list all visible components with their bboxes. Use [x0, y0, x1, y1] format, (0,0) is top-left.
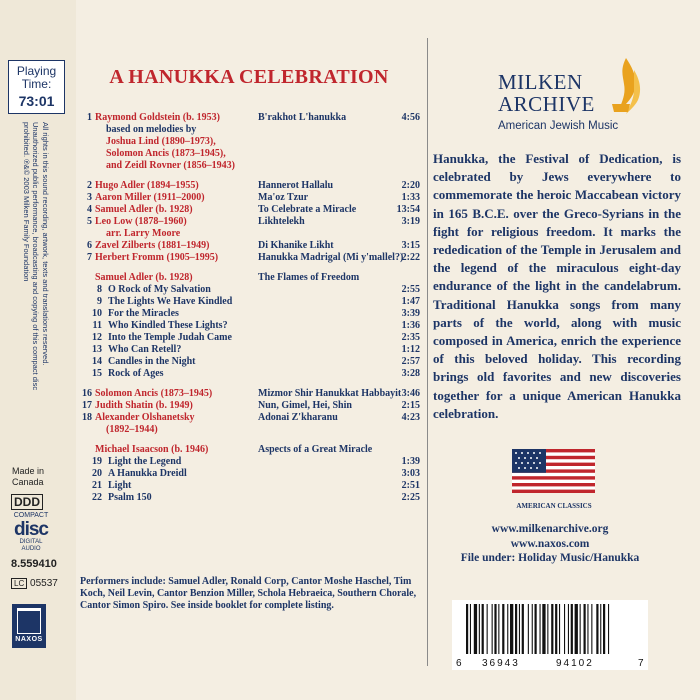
barcode-bar — [603, 604, 605, 654]
track-title: Mizmor Shir Hanukkat Habbayit — [258, 388, 402, 399]
track-duration: 1:39 — [401, 456, 420, 467]
barcode-bar — [519, 604, 520, 654]
track-duration: 3:15 — [401, 240, 420, 251]
track-duration: 1:47 — [401, 296, 420, 307]
track-title: Who Can Retell? — [108, 344, 182, 355]
track-number: 21 — [92, 480, 102, 491]
set-header — [80, 444, 424, 456]
track-title: Light — [108, 480, 132, 491]
set-header — [80, 272, 424, 284]
logo-subtitle: American Jewish Music — [498, 120, 619, 132]
naxos-logo — [12, 604, 46, 648]
track-composer: (1892–1944) — [106, 424, 158, 435]
barcode-bar — [564, 604, 565, 654]
barcode-bar — [494, 604, 496, 654]
track-row — [80, 412, 424, 424]
track-title: Hannerot Hallalu — [258, 180, 334, 191]
barcode-bar — [555, 604, 557, 654]
track-number: 3 — [87, 192, 92, 203]
track-duration: 2:35 — [401, 332, 420, 343]
track-duration: 3:19 — [401, 216, 420, 227]
track-duration: 13:54 — [396, 204, 420, 215]
track-duration: 3:39 — [401, 308, 420, 319]
track-row — [80, 216, 424, 228]
track-composer: and Zeidl Rovner (1856–1943) — [106, 160, 235, 171]
track-row — [80, 368, 424, 380]
barcode-bar — [470, 604, 471, 654]
barcode — [452, 600, 648, 670]
track-composer: Solomon Ancis (1873–1945), — [106, 148, 226, 159]
track-number: 7 — [87, 252, 92, 263]
track-row — [80, 388, 424, 400]
track-composer: Joshua Lind (1890–1973), — [106, 136, 216, 147]
track-title: Likhtelekh — [258, 216, 305, 227]
barcode-bar — [532, 604, 533, 654]
track-number: 19 — [92, 456, 102, 467]
track-composer: Zavel Zilberts (1881–1949) — [95, 240, 210, 251]
naxos-pillar-icon — [17, 608, 41, 634]
track-number: 2 — [87, 180, 92, 191]
track-row — [80, 112, 424, 124]
track-row — [80, 136, 424, 148]
barcode-bar — [584, 604, 586, 654]
track-row — [80, 192, 424, 204]
link-milken[interactable]: www.milkenarchive.org — [491, 523, 609, 535]
lc-code: 05537 — [30, 578, 58, 589]
barcode-bar — [535, 604, 537, 654]
playing-time-label: Playing Time: — [16, 64, 57, 91]
track-title: O Rock of My Salvation — [108, 284, 211, 295]
track-composer: based on melodies by — [106, 124, 197, 135]
barcode-bar — [502, 604, 504, 654]
made-in-label — [12, 466, 44, 488]
barcode-bar — [559, 604, 560, 654]
track-duration: 4:56 — [401, 112, 420, 123]
set-composer: Samuel Adler (b. 1928) — [95, 272, 193, 283]
track-group — [80, 388, 424, 436]
country-text: Canada — [12, 477, 44, 487]
track-title: A Hanukka Dreidl — [108, 468, 187, 479]
track-number: 12 — [92, 332, 102, 343]
track-row — [80, 424, 424, 436]
logo-line-milken: MILKEN — [498, 70, 583, 94]
track-row — [80, 180, 424, 192]
track-group — [80, 112, 424, 172]
track-duration: 2:15 — [401, 400, 420, 411]
barcode-bar — [580, 604, 581, 654]
performers-note: Performers include: Samuel Adler, Ronald Corp, Cantor Moshe Haschel, Tim Koch, Neil Levin, Cantor Benzion Miller, Schola Hebraeica, Southern Chorale, Cantor Simon Spiro. See inside booklet for complete listing. — [80, 576, 417, 611]
track-row — [80, 344, 424, 356]
track-duration: 3:46 — [401, 388, 420, 399]
track-set — [80, 272, 424, 380]
track-composer: Samuel Adler (b. 1928) — [95, 204, 193, 215]
barcode-bar — [547, 604, 548, 654]
barcode-digit-left: 36943 — [482, 658, 520, 669]
track-title: Hanukka Madrigal (Mi y'mallel?) — [258, 252, 404, 263]
track-number: 18 — [82, 412, 92, 423]
barcode-bar — [479, 604, 480, 654]
panel-divider — [427, 38, 428, 666]
track-listing — [80, 112, 424, 504]
barcode-bar — [510, 604, 513, 654]
track-composer: Solomon Ancis (1873–1945) — [95, 388, 213, 399]
track-number: 1 — [87, 112, 92, 123]
track-row — [80, 400, 424, 412]
rights-notice — [22, 122, 50, 422]
playing-time-box — [8, 60, 65, 114]
barcode-bar — [608, 604, 609, 654]
file-under: File under: Holiday Music/Hanukka — [460, 552, 640, 564]
web-links — [440, 522, 660, 566]
catalog-number: 8.559410 — [11, 558, 57, 570]
barcode-bar — [600, 604, 601, 654]
naxos-text: NAXOS — [15, 636, 43, 643]
milken-archive-logo — [494, 56, 654, 138]
track-number: 15 — [92, 368, 102, 379]
track-composer: Herbert Fromm (1905–1995) — [95, 252, 219, 263]
track-duration: 2:20 — [401, 180, 420, 191]
track-number: 11 — [92, 320, 102, 331]
track-number: 10 — [92, 308, 102, 319]
made-in-text: Made in — [12, 466, 45, 476]
barcode-bar — [568, 604, 569, 654]
track-row — [80, 456, 424, 468]
track-row — [80, 296, 424, 308]
track-number: 13 — [92, 344, 102, 355]
track-duration: 3:28 — [401, 368, 420, 379]
barcode-bars — [452, 600, 648, 658]
track-duration: 2:51 — [401, 480, 420, 491]
cd-logo-top: COMPACT — [13, 512, 49, 519]
barcode-bar — [587, 604, 588, 654]
track-number: 6 — [87, 240, 92, 251]
cd-logo-bottom: DIGITAL AUDIO — [19, 539, 43, 552]
track-set — [80, 444, 424, 504]
logo-line-archive: ARCHIVE — [498, 92, 595, 116]
track-title: Nun, Gimel, Hei, Shin — [258, 400, 352, 411]
track-row — [80, 284, 424, 296]
track-row — [80, 160, 424, 172]
track-title: Rock of Ages — [108, 368, 164, 379]
track-title: Ma'oz Tzur — [258, 192, 309, 203]
barcode-digit-lead: 6 — [456, 658, 462, 669]
barcode-bar — [575, 604, 578, 654]
series-label: AMERICAN CLASSICS — [516, 502, 592, 510]
track-row — [80, 252, 424, 264]
track-title: Psalm 150 — [108, 492, 152, 503]
track-number: 4 — [87, 204, 92, 215]
track-group — [80, 180, 424, 264]
track-row — [80, 468, 424, 480]
track-composer: arr. Larry Moore — [106, 228, 181, 239]
track-number: 14 — [92, 356, 102, 367]
flame-icon — [604, 56, 644, 118]
barcode-bar — [542, 604, 545, 654]
track-row — [80, 332, 424, 344]
barcode-bar — [540, 604, 541, 654]
barcode-bar — [498, 604, 499, 654]
track-number: 20 — [92, 468, 102, 479]
track-duration: 2:55 — [401, 284, 420, 295]
intro-paragraph: Hanukka, the Festival of Dedication, is celebrated by Jews everywhere to commemorate the heroic Maccabean victory in 165 B.C.E. over the Greco-Syrians in the fight for religious freedom. It marks the rededication of the Temple in Jerusalem and the legend of the miraculous eight-day endurance of the light in the candelabrum. Traditional Hanukka songs from many parts of the world, along with music composed in America, enrich the experience of this beloved holiday. This recording brings old favorites and new discoveries together for a unique American Hanukka celebration. — [433, 151, 681, 421]
lc-box: LC — [11, 578, 27, 589]
barcode-bar — [522, 604, 524, 654]
barcode-bar — [528, 604, 529, 654]
track-title: Adonai Z'kharanu — [258, 412, 338, 423]
track-title: Who Kindled These Lights? — [108, 320, 228, 331]
track-title: Di Khanike Likht — [258, 240, 334, 251]
track-composer: Judith Shatin (b. 1949) — [95, 400, 193, 411]
rights-text: All rights in this sound recording, artwork, texts and translations reserved. Unauthorized public performance, broadcasting and copying of this compact disc prohibited. ℗&© 2003 Milken Family Foundation — [22, 122, 50, 391]
track-row — [80, 308, 424, 320]
track-composer: Aaron Miller (1911–2000) — [95, 192, 205, 203]
track-title: For the Miracles — [108, 308, 179, 319]
set-work-title: The Flames of Freedom — [258, 272, 360, 283]
barcode-bar — [474, 604, 477, 654]
track-composer: Hugo Adler (1894–1955) — [95, 180, 199, 191]
track-number: 16 — [82, 388, 92, 399]
track-composer: Raymond Goldstein (b. 1953) — [95, 112, 221, 123]
track-composer: Alexander Olshanetsky — [95, 412, 195, 423]
track-duration: 3:03 — [401, 468, 420, 479]
barcode-digit-check: 7 — [638, 658, 644, 669]
track-title: B'rakhot L'hanukka — [258, 112, 347, 123]
spine-strip — [0, 0, 76, 700]
track-row — [80, 480, 424, 492]
american-flag-icon — [512, 449, 595, 493]
track-number: 5 — [87, 216, 92, 227]
barcode-bar — [515, 604, 517, 654]
track-row — [80, 228, 424, 240]
barcode-bar — [591, 604, 592, 654]
barcode-bar — [551, 604, 553, 654]
barcode-bar — [492, 604, 493, 654]
playing-time-value: 73:01 — [18, 93, 55, 109]
album-title: A HANUKKA CELEBRATION — [109, 66, 389, 88]
cd-logo-mid: disc — [13, 519, 49, 540]
track-row — [80, 148, 424, 160]
track-title: Light the Legend — [108, 456, 182, 467]
track-number: 8 — [97, 284, 102, 295]
track-title: To Celebrate a Miracle — [258, 204, 357, 215]
compact-disc-logo — [10, 512, 52, 552]
track-duration: 4:23 — [401, 412, 420, 423]
track-duration: 1:12 — [401, 344, 420, 355]
barcode-bar — [466, 604, 468, 654]
barcode-bar — [482, 604, 484, 654]
track-duration: 2:22 — [401, 252, 420, 263]
track-duration: 2:57 — [401, 356, 420, 367]
set-work-title: Aspects of a Great Miracle — [258, 444, 373, 455]
track-number: 22 — [92, 492, 102, 503]
track-duration: 2:25 — [401, 492, 420, 503]
track-row — [80, 204, 424, 216]
barcode-bar — [596, 604, 598, 654]
track-row — [80, 124, 424, 136]
barcode-digit-right: 94102 — [556, 658, 594, 669]
track-row — [80, 240, 424, 252]
track-title: The Lights We Have Kindled — [108, 296, 233, 307]
track-number: 9 — [97, 296, 102, 307]
track-row — [80, 356, 424, 368]
track-number: 17 — [82, 400, 92, 411]
track-title: Candles in the Night — [108, 356, 196, 367]
label-code — [11, 578, 58, 589]
ddd-badge: DDD — [11, 494, 43, 510]
barcode-bar — [571, 604, 573, 654]
track-title: Into the Temple Judah Came — [108, 332, 232, 343]
barcode-bar — [507, 604, 508, 654]
track-row — [80, 492, 424, 504]
track-row — [80, 320, 424, 332]
track-duration: 1:36 — [401, 320, 420, 331]
set-composer: Michael Isaacson (b. 1946) — [95, 444, 209, 455]
track-composer: Leo Low (1878–1960) — [95, 216, 187, 227]
barcode-bar — [487, 604, 488, 654]
link-naxos[interactable]: www.naxos.com — [510, 537, 590, 550]
track-duration: 1:33 — [401, 192, 420, 203]
